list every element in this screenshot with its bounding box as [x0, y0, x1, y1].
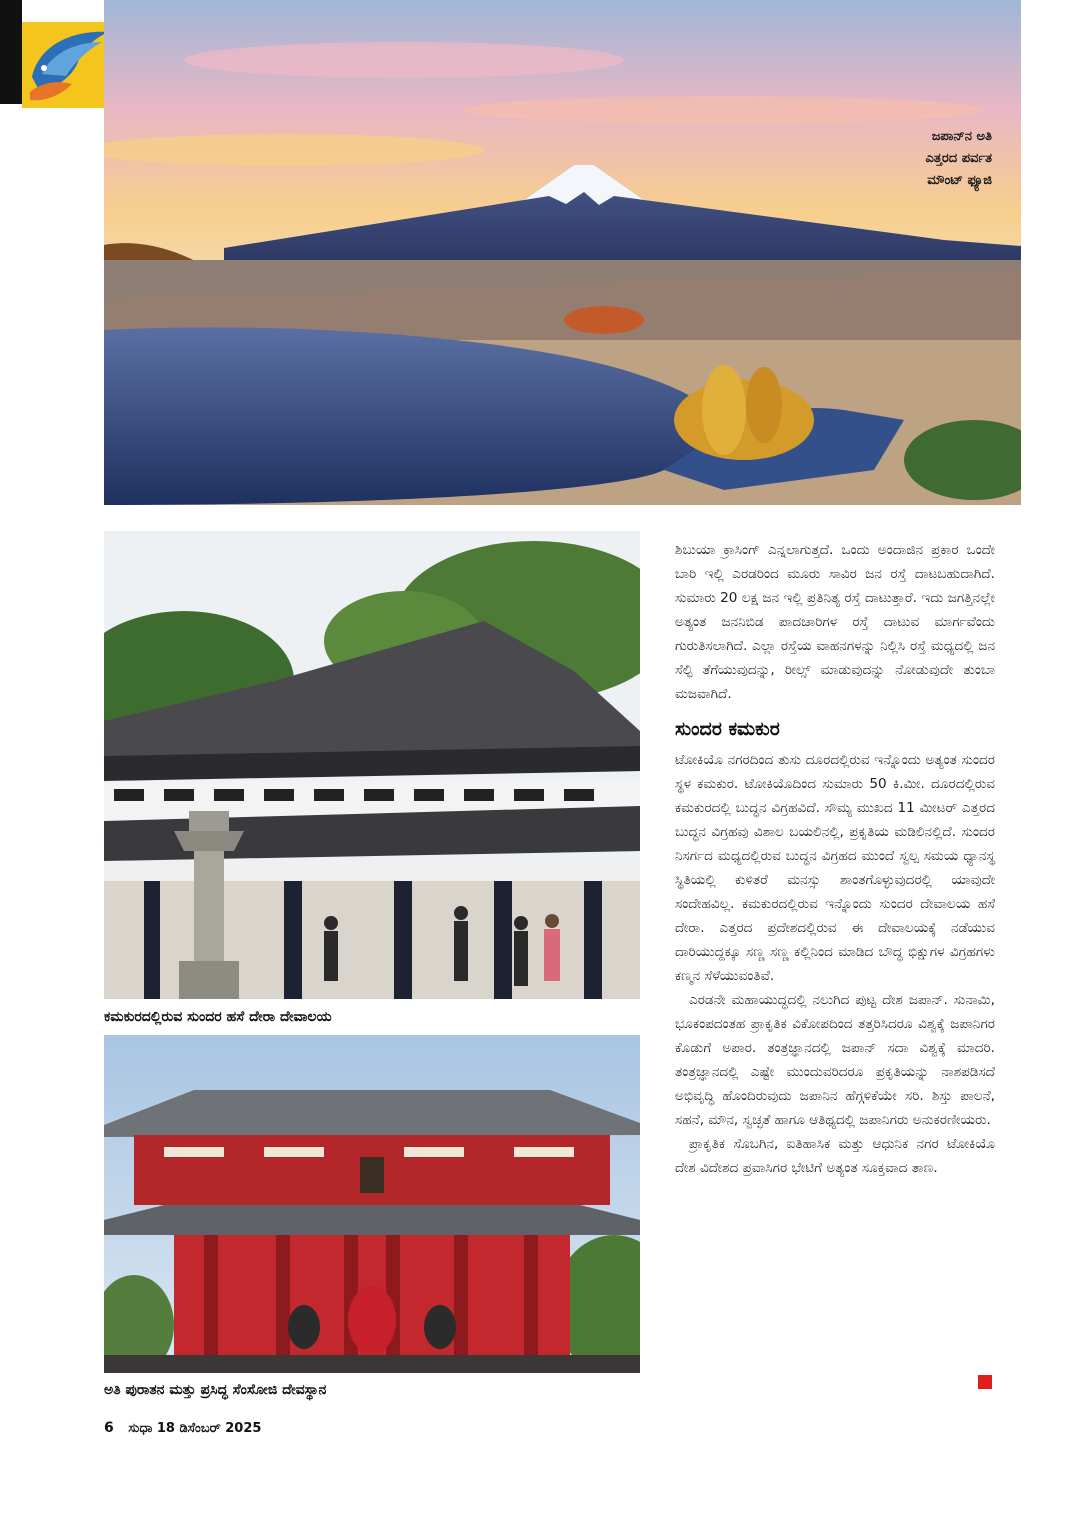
article-paragraph: ಎರಡನೇ ಮಹಾಯುದ್ಧದಲ್ಲಿ ನಲುಗಿದ ಪುಟ್ಟ ದೇಶ ಜಪಾನ್. ಸುನಾಮಿ, ಭೂಕಂಪದಂತಹ ಪ್ರಾಕೃತಿಕ ವಿಕೋಪದಿಂದ ತತ್ತರಿಸಿದರೂ ವಿಶ್ವಕ್ಕೆ ಜಪಾನಿಗರ ಕೊಡುಗೆ ಅಪಾರ. ತಂತ್ರಜ್ಞಾನದಲ್ಲಿ ಜಪಾನ್ ಸದಾ ವಿಶ್ವಕ್ಕೆ ಮಾದರಿ. ತಂತ್ರಜ್ಞಾನದಲ್ಲಿ ಎಷ್ಟೇ ಮುಂದುವರಿದರೂ ಪ್ರಕೃತಿಯನ್ನು ನಾಶಪಡಿಸದೆ ಅಭಿವೃದ್ಧಿ ಹೊಂದಿರುವುದು ಜಪಾನಿನ ಹೆಗ್ಗಳಿಕೆಯೇ ಸರಿ. ಶಿಸ್ತು ಪಾಲನೆ, ಸಹನೆ, ಮೌನ, ಸ್ವಚ್ಛತೆ ಹಾಗೂ ಆತಿಥ್ಯದಲ್ಲಿ ಜಪಾನಿಗರು ಅನುಕರಣೀಯರು. [675, 992, 995, 1128]
sensoji-temple-photo [104, 1035, 640, 1373]
photo2-caption: ಅತಿ ಪುರಾತನ ಮತ್ತು ಪ್ರಸಿದ್ಧ ಸೆಂಸೋಜಿ ದೇವಸ್ಥಾನ [104, 1382, 327, 1398]
article-paragraph: ಪ್ರಾಕೃತಿಕ ಸೊಬಗಿನ, ಐತಿಹಾಸಿಕ ಮತ್ತು ಆಧುನಿಕ ನಗರ ಟೋಕಿಯೊ ದೇಶ ವಿದೇಶದ ಪ್ರವಾಸಿಗರ ಭೇಟಿಗೆ ಅತ್ಯಂತ ಸೂಕ್ತವಾದ ತಾಣ. [675, 1136, 995, 1176]
hase-dera-temple-photo [104, 531, 640, 999]
page-number: 6 [104, 1420, 114, 1436]
corner-black-bar [0, 0, 22, 104]
article-end-mark [978, 1375, 992, 1389]
article-subheading: ಸುಂದರ ಕಮಕುರ [675, 718, 780, 740]
article-paragraph: ಶಿಬುಯಾ ಕ್ರಾಸಿಂಗ್ ಎನ್ನಲಾಗುತ್ತದೆ. ಒಂದು ಅಂದಾಜಿನ ಪ್ರಕಾರ ಒಂದೇ ಬಾರಿ ಇಲ್ಲಿ ಎರಡರಿಂದ ಮೂರು ಸಾವಿರ ಜನ ರಸ್ತೆ ದಾಟಬಹುದಾಗಿದೆ. ಸುಮಾರು 20 ಲಕ್ಷ ಜನ ಇಲ್ಲಿ ಪ್ರತಿನಿತ್ಯ ರಸ್ತೆ ದಾಟುತ್ತಾರೆ. ಇದು ಜಗತ್ತಿನಲ್ಲೇ ಅತ್ಯಂತ ಜನನಿಬಿಡ ಪಾದಚಾರಿಗಳ ರಸ್ತೆ ದಾಟುವ ಮಾರ್ಗವೆಂದು ಗುರುತಿಸಲಾಗಿದೆ. ಎಲ್ಲಾ ರಸ್ತೆಯ ವಾಹನಗಳನ್ನು ನಿಲ್ಲಿಸಿ ರಸ್ತೆ ಮಧ್ಯದಲ್ಲಿ ಜನ ಸೆಲ್ಫಿ ತೆಗೆಯುವುದನ್ನು, ರೀಲ್ಸ್ ಮಾಡುವುದನ್ನು ನೋಡುವುದೇ ತುಂಬಾ ಮಜವಾಗಿದೆ. [675, 542, 995, 702]
article-paragraph: ಟೋಕಿಯೊ ನಗರದಿಂದ ತುಸು ದೂರದಲ್ಲಿರುವ ಇನ್ನೊಂದು ಅತ್ಯಂತ ಸುಂದರ ಸ್ಥಳ ಕಮಕುರ. ಟೋಕಿಯೊದಿಂದ ಸುಮಾರು 50 ಕಿ.ಮೀ. ದೂರದಲ್ಲಿರುವ ಕಮಕುರದಲ್ಲಿ ಬುದ್ಧನ ವಿಗ್ರಹವಿದೆ. ಸೌಮ್ಯ ಮುಖದ 11 ಮೀಟರ್ ಎತ್ತರದ ಬುದ್ಧನ ವಿಗ್ರಹವು ವಿಶಾಲ ಬಯಲಿನಲ್ಲಿ, ಪ್ರಕೃತಿಯ ಮಡಿಲಿನಲ್ಲಿದೆ. ಸುಂದರ ನಿಸರ್ಗದ ಮಧ್ಯದಲ್ಲಿರುವ ಬುದ್ಧನ ವಿಗ್ರಹದ ಮುಂದೆ ಸ್ವಲ್ಪ ಸಮಯ ಧ್ಯಾನಸ್ಥ ಸ್ಥಿತಿಯಲ್ಲಿ ಕುಳಿತರೆ ಮನಸ್ಸು ಶಾಂತಗೊಳ್ಳುವುದರಲ್ಲಿ ಯಾವುದೇ ಸಂದೇಹವಿಲ್ಲ. ಕಮಕುರದಲ್ಲಿರುವ ಇನ್ನೊಂದು ಸುಂದರ ದೇವಾಲಯ ಹಸೆ ದೇರಾ. ಎತ್ತರದ ಪ್ರದೇಶದಲ್ಲಿರುವ ಈ ದೇವಾಲಯಕ್ಕೆ ನಡೆಯುವ ದಾರಿಯುದ್ದಕ್ಕೂ ಸಣ್ಣ ಸಣ್ಣ ಕಲ್ಲಿನಿಂದ ಮಾಡಿದ ಬೌದ್ಧ ಭಿಕ್ಷುಗಳ ವಿಗ್ರಹಗಳು ಕಣ್ಮನ ಸೆಳೆಯುವಂತಿವೆ. [675, 752, 995, 984]
magazine-logo [22, 22, 110, 108]
page-footer [104, 1420, 261, 1436]
photo1-caption: ಕಮಕುರದಲ್ಲಿರುವ ಸುಂದರ ಹಸೆ ದೇರಾ ದೇವಾಲಯ [104, 1009, 332, 1025]
publication-info: ಸುಧಾ 18 ಡಿಸೆಂಬರ್ 2025 [128, 1421, 262, 1436]
hero-caption: ಜಪಾನ್‌ನ ಅತಿ ಎತ್ತರದ ಪರ್ವತ ಮೌಂಟ್ ಫ್ಯೂಜಿ [925, 129, 992, 188]
hero-mount-fuji-image [104, 0, 1021, 505]
article-body [675, 538, 995, 1180]
